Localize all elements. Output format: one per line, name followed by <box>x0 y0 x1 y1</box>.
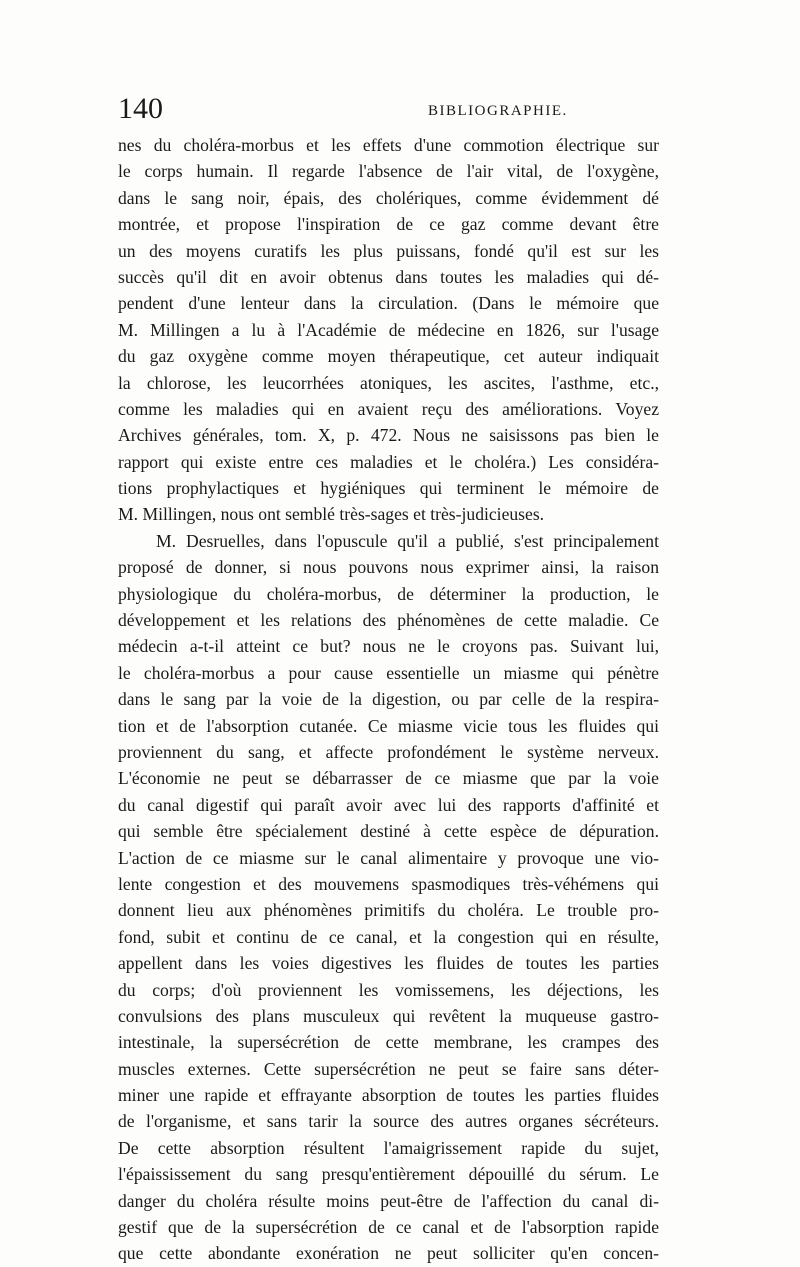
text-line: rapport qui existe entre ces maladies et le choléra.) Les considéra- <box>118 451 659 472</box>
body-text <box>118 132 659 1267</box>
page-header <box>118 93 658 133</box>
text-line: tion et de l'absorption cutanée. Ce miasme vicie tous les fluides qui <box>118 715 659 736</box>
text-line: dans le sang noir, épais, des cholériques, comme évidemment dé <box>118 187 659 208</box>
text-line: L'économie ne peut se débarrasser de ce miasme que par la voie <box>118 768 659 789</box>
text-line: miner une rapide et effrayante absorption de toutes les parties fluides <box>118 1085 659 1106</box>
text-line: gestif que de la supersécrétion de ce canal et de l'absorption rapide <box>118 1217 659 1238</box>
text-line: de l'organisme, et sans tarir la source des autres organes sécréteurs. <box>118 1111 659 1132</box>
text-line: L'action de ce miasme sur le canal alimentaire y provoque une vio- <box>118 847 659 868</box>
text-line: M. Millingen a lu à l'Académie de médecine en 1826, sur l'usage <box>118 319 659 340</box>
text-line: De cette absorption résultent l'amaigrissement rapide du sujet, <box>118 1137 659 1158</box>
page-number: 140 <box>118 92 163 125</box>
text-line: lente congestion et des mouvemens spasmodiques très-véhémens qui <box>118 873 659 894</box>
text-line: succès qu'il dit en avoir obtenus dans toutes les maladies qui dé- <box>118 266 659 287</box>
text-line: donnent lieu aux phénomènes primitifs du choléra. Le trouble pro- <box>118 900 659 921</box>
text-line: montrée, et propose l'inspiration de ce gaz comme devant être <box>118 214 659 235</box>
text-line: l'épaississement du sang presqu'entièrement dépouillé du sérum. Le <box>118 1164 659 1185</box>
text-line: que cette abondante exonération ne peut solliciter qu'en concen- <box>118 1243 659 1264</box>
text-line: convulsions des plans musculeux qui revêtent la muqueuse gastro- <box>118 1005 659 1026</box>
text-line: intestinale, la supersécrétion de cette membrane, les crampes des <box>118 1032 659 1053</box>
running-head: BIBLIOGRAPHIE. <box>428 103 568 119</box>
text-line: du gaz oxygène comme moyen thérapeutique, cet auteur indiquait <box>118 346 659 367</box>
text-line: un des moyens curatifs les plus puissans, fondé qu'il est sur les <box>118 240 659 261</box>
text-line: du canal digestif qui paraît avoir avec lui des rapports d'affinité et <box>118 794 659 815</box>
text-line: le choléra-morbus a pour cause essentielle un miasme qui pénètre <box>118 662 659 683</box>
text-line: appellent dans les voies digestives les fluides de toutes les parties <box>118 953 659 974</box>
text-line: physiologique du choléra-morbus, de déterminer la production, le <box>118 583 659 604</box>
text-line: nes du choléra-morbus et les effets d'une commotion électrique sur <box>118 135 659 155</box>
text-line: tions prophylactiques et hygiéniques qui terminent le mémoire de <box>118 478 659 499</box>
text-line: le corps humain. Il regarde l'absence de l'air vital, de l'oxygène, <box>118 161 659 182</box>
text-line: la chlorose, les leucorrhées atoniques, les ascites, l'asthme, etc., <box>118 372 659 393</box>
text-line: muscles externes. Cette supersécrétion ne peut se faire sans déter- <box>118 1058 659 1079</box>
text-line: M. Millingen, nous ont semblé très-sages et très-judicieuses. <box>118 504 545 525</box>
text-line: Archives générales, tom. X, p. 472. Nous ne saisissons pas bien le <box>118 425 659 446</box>
text-line: danger du choléra résulte moins peut-être de l'affection du canal di- <box>118 1190 659 1211</box>
text-line: fond, subit et continu de ce canal, et la congestion qui en résulte, <box>118 926 659 947</box>
text-line: qui semble être spécialement destiné à cette espèce de dépuration. <box>118 821 659 842</box>
text-line: médecin a-t-il atteint ce but? nous ne le croyons pas. Suivant lui, <box>118 636 659 657</box>
text-line: proviennent du sang, et affecte profondément le système nerveux. <box>118 741 659 762</box>
text-line: du corps; d'où proviennent les vomissemens, les déjections, les <box>118 979 659 1000</box>
text-line: comme les maladies qui en avaient reçu des améliorations. Voyez <box>118 398 659 419</box>
text-line: développement et les relations des phénomènes de cette maladie. Ce <box>118 610 659 631</box>
text-line: proposé de donner, si nous pouvons nous exprimer ainsi, la raison <box>118 557 659 578</box>
text-line: pendent d'une lenteur dans la circulation. (Dans le mémoire que <box>118 293 659 314</box>
text-line: dans le sang par la voie de la digestion, ou par celle de la respira- <box>118 689 659 710</box>
text-line: M. Desruelles, dans l'opuscule qu'il a publié, s'est principalement <box>156 530 659 551</box>
